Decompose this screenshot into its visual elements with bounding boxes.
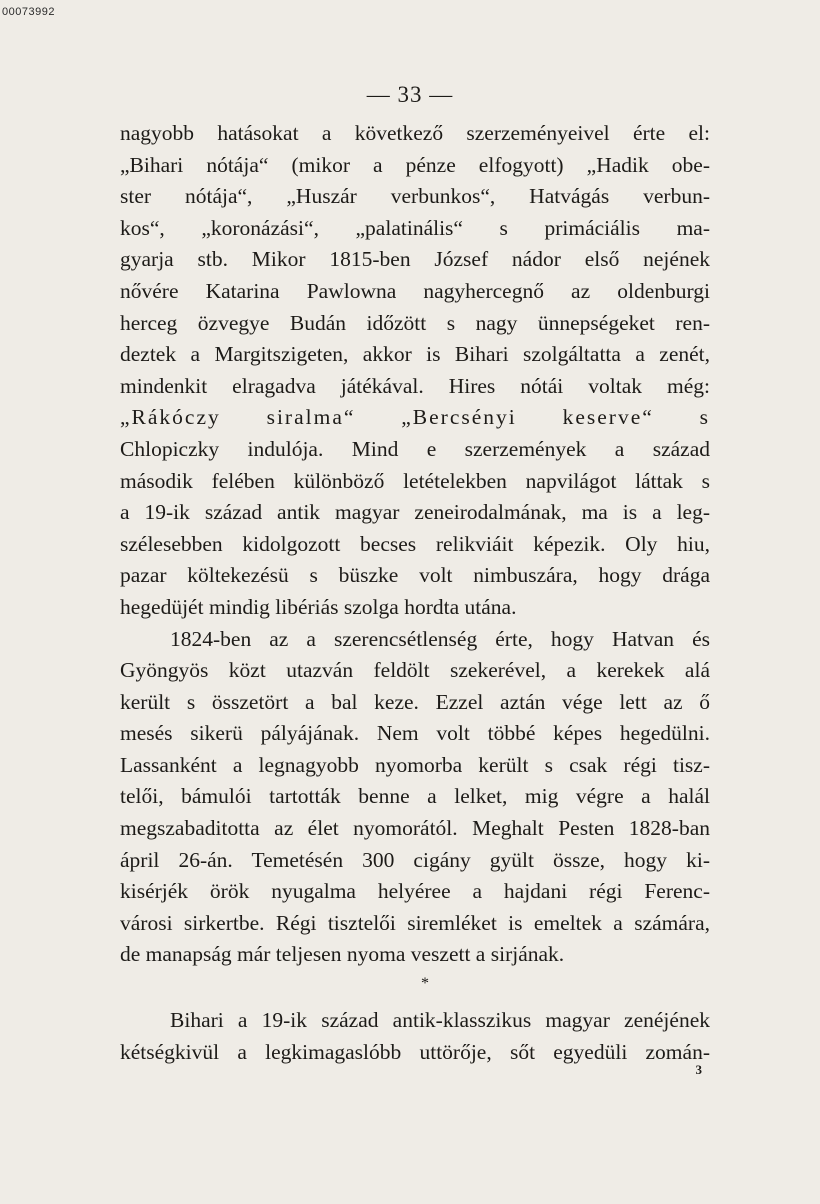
body-text <box>120 118 710 1068</box>
text-line: gyarja stb. Mikor 1815-ben József nádor első nejének <box>120 247 710 272</box>
text-line: második felében különböző letételekben napvilágot láttak s <box>120 468 710 493</box>
text-line: Bihari a 19-ik század antik-klasszikus magyar zenéjének <box>170 1008 710 1033</box>
text-line: ápril 26-án. Temetésén 300 cigány gyült össze, hogy ki- <box>120 847 710 872</box>
text-line: „Bihari nótája“ (mikor a pénze elfogyott) „Hadik obe- <box>120 152 710 177</box>
page-number-header: — 33 — <box>366 82 454 107</box>
text-line: nagyobb hatásokat a következő szerzeményeivel érte el: <box>120 121 710 145</box>
text-line: városi sirkertbe. Régi tisztelői siremléket is emeltek a számára, <box>120 910 710 935</box>
paragraph-2 <box>120 624 710 972</box>
text-line: Chlopiczky indulója. Mind e szerzemények a század <box>120 436 710 461</box>
text-line: kos“, „koronázási“, „palatinális“ s primáciális ma- <box>120 215 710 240</box>
text-line: 1824-ben az a szerencsétlenség érte, hogy Hatvan és <box>170 626 710 651</box>
text-line: került s összetört a bal keze. Ezzel aztán vége lett az ő <box>120 689 710 714</box>
text-line: szélesebben kidolgozott becses relikviáit képezik. Oly hiu, <box>120 531 710 556</box>
section-separator: * <box>421 975 429 993</box>
paragraph-1 <box>120 118 710 624</box>
text-line: telői, bámulói tartották benne a lelket, mig végre a halál <box>120 784 710 809</box>
text-line: mesés sikerü pályájának. Nem volt többé képes hegedülni. <box>120 721 710 746</box>
text-line: kétségkivül a legkimagaslóbb uttörője, sőt egyedüli zomán- <box>120 1039 710 1064</box>
text-line: nővére Katarina Pawlowna nagyhercegnő az oldenburgi <box>120 278 710 303</box>
text-line: herceg özvegye Budán időzött s nagy ünnepségeket ren- <box>120 310 710 335</box>
text-line: deztek a Margitszigeten, akkor is Bihari szolgáltatta a zenét, <box>120 342 710 367</box>
paragraph-3 <box>120 1005 710 1068</box>
text-line: mindenkit elragadva játékával. Hires nótái voltak még: <box>120 373 710 398</box>
text-line: pazar költekezésü s büszke volt nimbuszára, hogy drága <box>120 563 710 588</box>
signature-mark: 3 <box>695 1062 702 1077</box>
text-line: a 19-ik század antik magyar zeneirodalmának, ma is a leg- <box>120 500 710 525</box>
text-line: megszabaditotta az élet nyomorától. Meghalt Pesten 1828-ban <box>120 816 710 841</box>
text-line: ster nótája“, „Huszár verbunkos“, Hatvágás verbun- <box>120 184 710 209</box>
text-line: Lassanként a legnagyobb nyomorba került s csak régi tisz- <box>120 752 710 777</box>
text-line: „Rákóczy siralma“ „Bercsényi keserve“ s <box>120 405 710 430</box>
text-line: de manapság már teljesen nyoma veszett a sirjának. <box>120 942 565 967</box>
text-line: hegedüjét mindig libériás szolga hordta utána. <box>120 594 517 619</box>
scan-id-label: 00073992 <box>2 6 55 18</box>
text-line: kisérjék örök nyugalma helyéree a hajdani régi Ferenc- <box>120 879 710 904</box>
text-line: Gyöngyös közt utazván feldölt szekerével, a kerekek alá <box>120 658 710 683</box>
